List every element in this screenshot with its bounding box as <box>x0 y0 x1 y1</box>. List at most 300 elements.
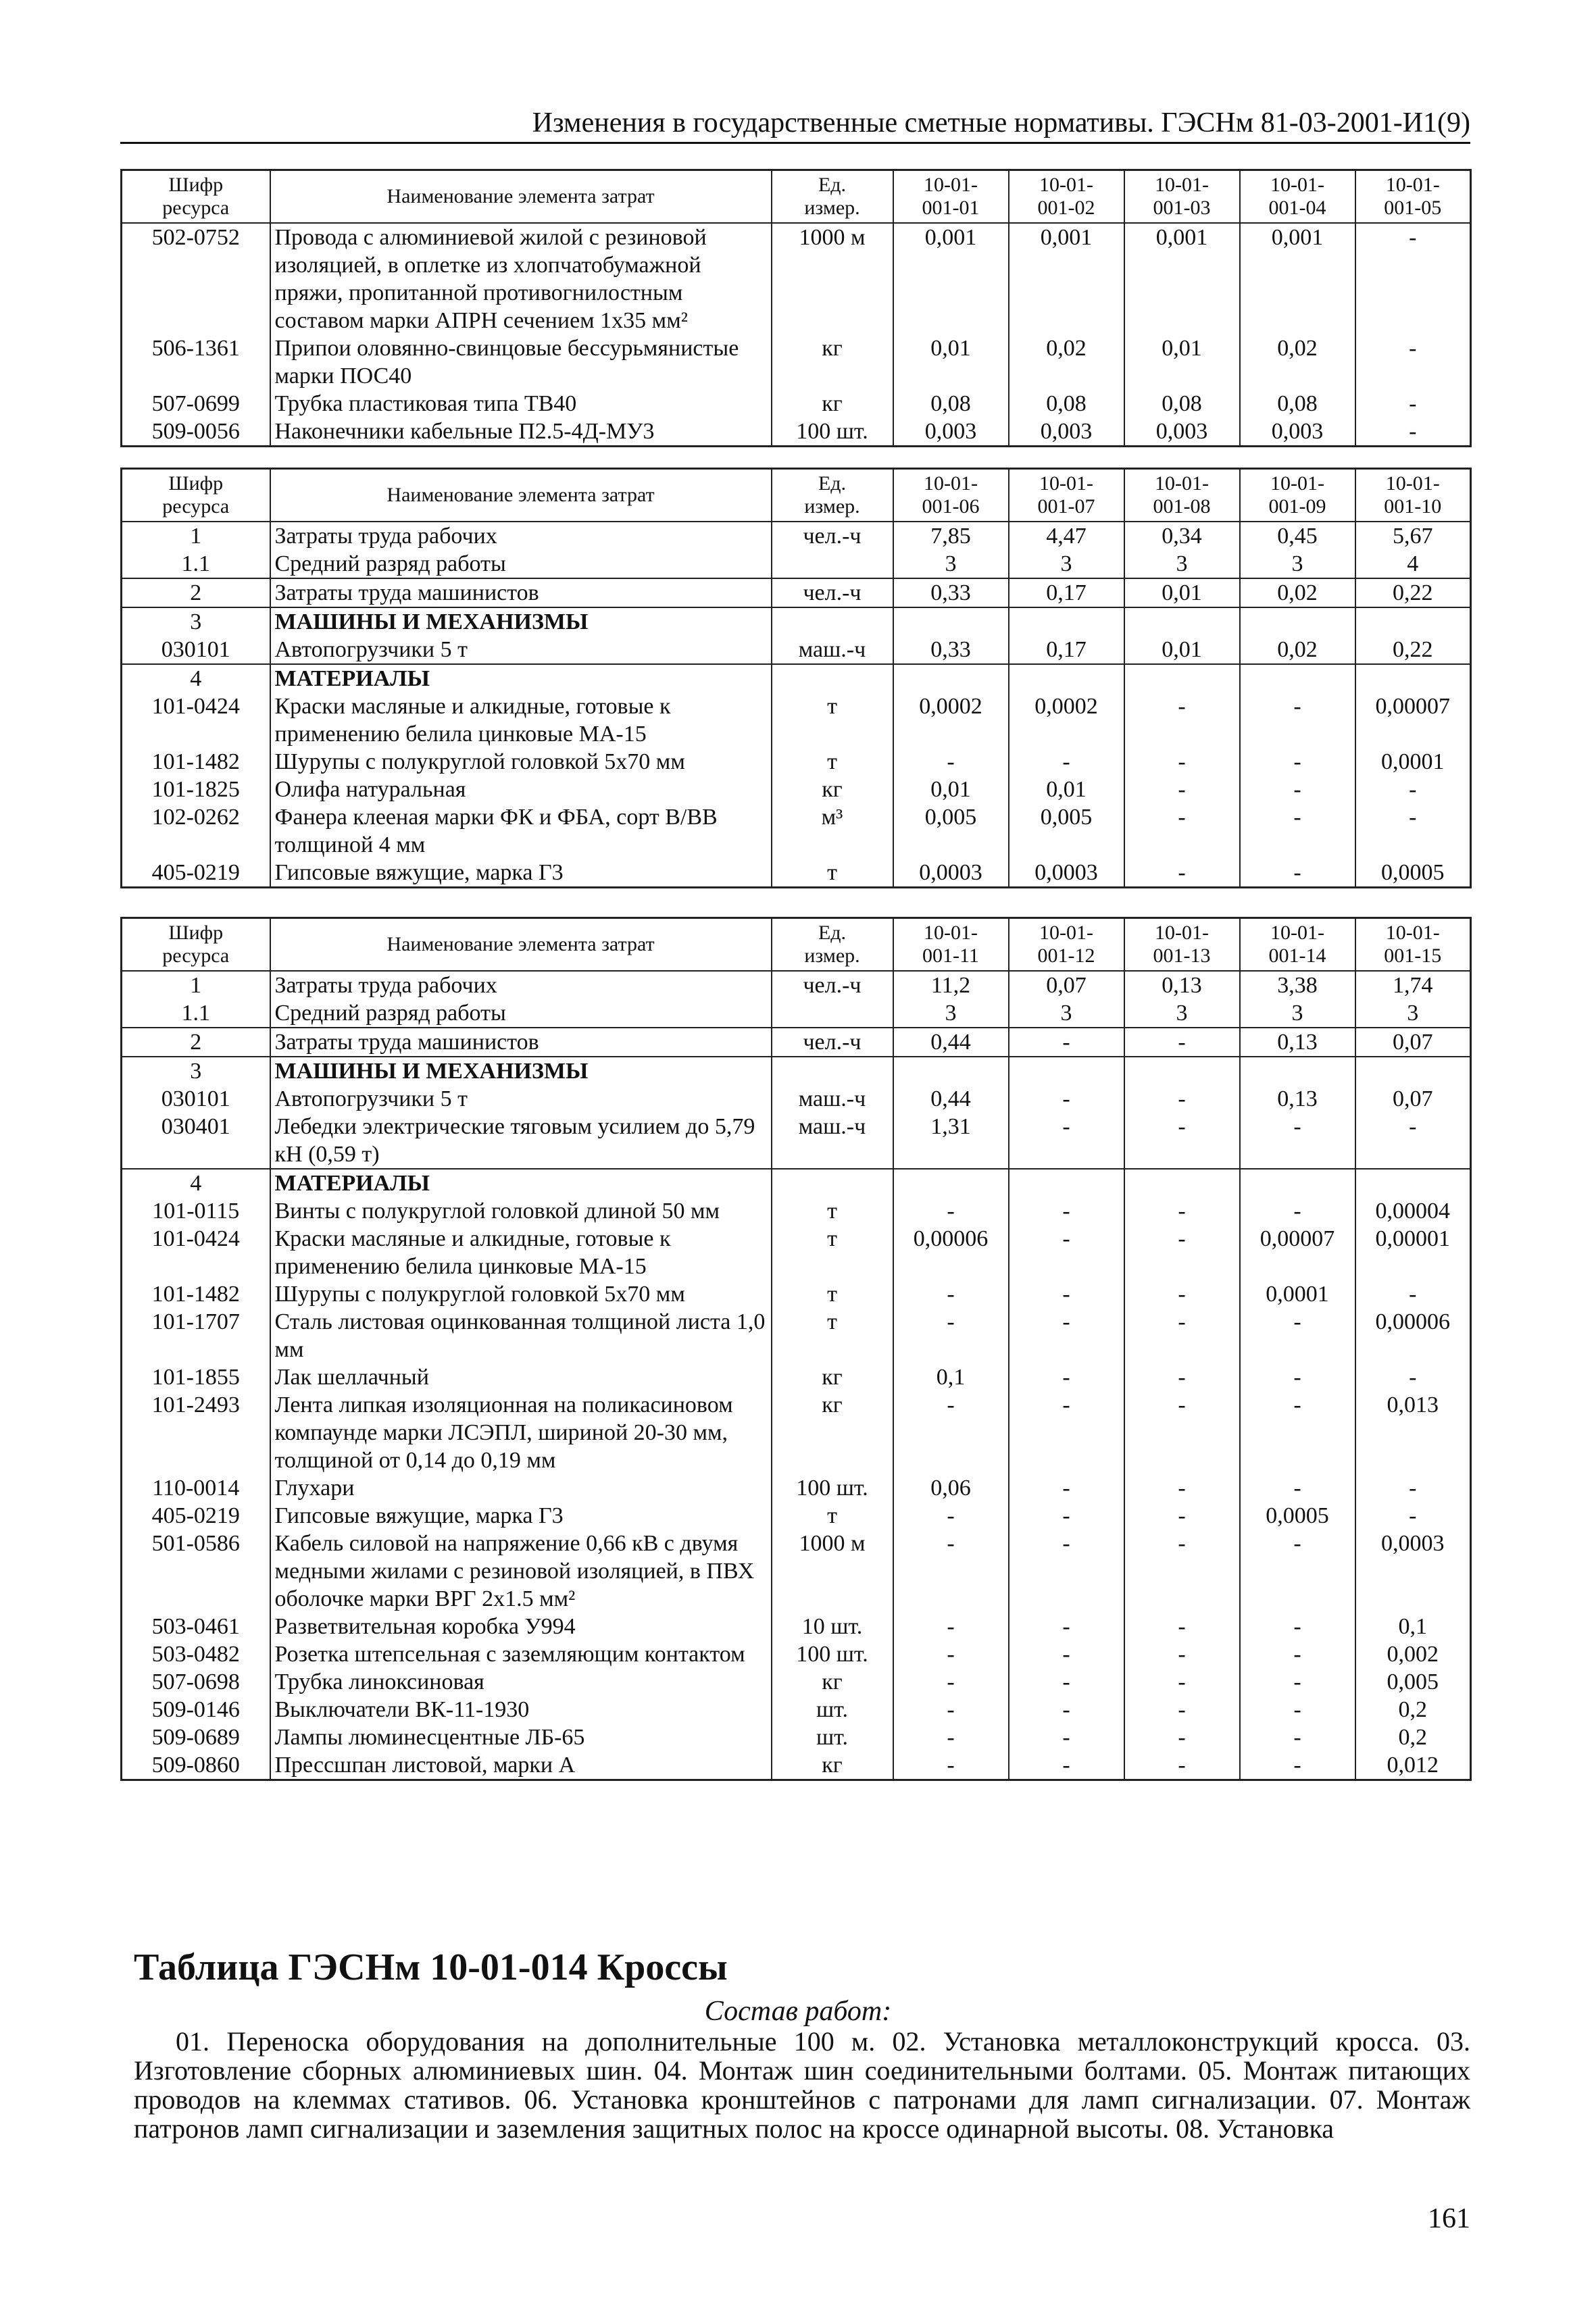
norm-value: - <box>893 1280 1009 1308</box>
header-row <box>122 170 1471 224</box>
norm-value: 0,02 <box>1240 578 1355 607</box>
norm-value: 0,001 <box>1009 223 1124 334</box>
unit-of-measure: 100 шт. <box>772 418 893 447</box>
norm-value: 0,06 <box>893 1474 1009 1502</box>
norm-value: - <box>1009 1640 1124 1668</box>
norm-value <box>893 1057 1009 1085</box>
norm-code-line2: 001-07 <box>1037 495 1095 518</box>
norm-value: - <box>1009 1391 1124 1474</box>
unit-of-measure: кг <box>772 390 893 418</box>
unit-of-measure <box>772 1169 893 1197</box>
norm-value: - <box>1355 776 1471 803</box>
unit-of-measure: маш.-ч <box>772 1085 893 1113</box>
col-header-norm-code <box>1124 170 1240 224</box>
norm-value: - <box>1124 1225 1240 1280</box>
norm-value <box>893 664 1009 693</box>
norm-value: 0,0003 <box>893 859 1009 888</box>
norm-value: - <box>1124 1724 1240 1751</box>
resource-code: 030401 <box>122 1113 270 1169</box>
col-header-code <box>122 469 270 522</box>
unit-of-measure <box>772 999 893 1028</box>
cost-element-name: Автопогрузчики 5 т <box>270 1085 772 1113</box>
cost-element-name: Затраты труда машинистов <box>270 1028 772 1057</box>
resource-code: 101-1825 <box>122 776 270 803</box>
norm-value: - <box>893 1668 1009 1696</box>
norm-code-line2: 001-13 <box>1153 945 1211 967</box>
norm-value <box>1355 1057 1471 1085</box>
norm-code-line1: 10-01- <box>924 472 978 495</box>
norm-value: 0,34 <box>1124 522 1240 550</box>
resource-code: 110-0014 <box>122 1474 270 1502</box>
cost-element-name: Затраты труда рабочих <box>270 522 772 550</box>
resource-code: 503-0461 <box>122 1613 270 1640</box>
cost-element-name: Наконечники кабельные П2.5-4Д-МУ3 <box>270 418 772 447</box>
col-header-name: Наименование элемента затрат <box>270 170 772 224</box>
norm-value: 0,01 <box>1124 636 1240 664</box>
resource-table-2 <box>120 468 1472 888</box>
norm-code-line1: 10-01- <box>1270 922 1324 944</box>
norm-value: - <box>1009 1197 1124 1225</box>
norm-value: - <box>1009 1696 1124 1724</box>
resource-code: 102-0262 <box>122 803 270 859</box>
unit-of-measure: кг <box>772 1668 893 1696</box>
cost-element-name: Лента липкая изоляционная на поликасиновом компаунде марки ЛСЭПЛ, шириной 20-30 мм, толщиной от 0,14 до 0,19 мм <box>270 1391 772 1474</box>
norm-value: 4,47 <box>1009 522 1124 550</box>
norm-value: - <box>1240 1474 1355 1502</box>
norm-code-line1: 10-01- <box>1270 174 1324 196</box>
norm-value: 0,001 <box>1240 223 1355 334</box>
resource-code: 030101 <box>122 636 270 664</box>
norm-value: 0,005 <box>893 803 1009 859</box>
norm-value: - <box>893 1502 1009 1530</box>
norm-value: - <box>893 1640 1009 1668</box>
cost-element-name: Средний разряд работы <box>270 999 772 1028</box>
cost-element-name: Гипсовые вяжущие, марка Г3 <box>270 859 772 888</box>
norm-value: 3,38 <box>1240 971 1355 999</box>
col-header-code <box>122 918 270 972</box>
cost-element-name: Разветвительная коробка У994 <box>270 1613 772 1640</box>
cost-element-name: Гипсовые вяжущие, марка Г3 <box>270 1502 772 1530</box>
cost-element-name: Шурупы с полукруглой головкой 5х70 мм <box>270 748 772 776</box>
resource-code: 507-0699 <box>122 390 270 418</box>
resource-code: 509-0689 <box>122 1724 270 1751</box>
resource-table-3 <box>120 917 1472 1781</box>
norm-value: - <box>1240 1696 1355 1724</box>
norm-value: - <box>1240 1113 1355 1169</box>
col-header-code-line1: Шифр <box>168 922 224 944</box>
norm-value <box>1240 1057 1355 1085</box>
norm-value: - <box>893 748 1009 776</box>
norm-value: - <box>1124 1474 1240 1502</box>
unit-of-measure: т <box>772 1502 893 1530</box>
norm-value: - <box>1009 1308 1124 1363</box>
cost-element-name: МАШИНЫ И МЕХАНИЗМЫ <box>270 607 772 636</box>
cost-element-name: Глухари <box>270 1474 772 1502</box>
col-header-norm-code <box>1009 469 1124 522</box>
section-row <box>122 1057 1471 1085</box>
norm-value: 0,005 <box>1009 803 1124 859</box>
col-header-unit-line2: измер. <box>804 945 860 967</box>
norm-value: 0,00007 <box>1355 693 1471 748</box>
resource-code: 405-0219 <box>122 1502 270 1530</box>
norm-value: - <box>1355 390 1471 418</box>
norm-value: 3 <box>1124 550 1240 578</box>
norm-value: 0,01 <box>1124 334 1240 390</box>
norm-code-line1: 10-01- <box>1385 922 1440 944</box>
cost-element-name: Прессшпан листовой, марки А <box>270 1751 772 1780</box>
norm-value: - <box>1124 1028 1240 1057</box>
cost-element-name: Розетка штепсельная с заземляющим контактом <box>270 1640 772 1668</box>
unit-of-measure: т <box>772 1280 893 1308</box>
table-row <box>122 971 1471 999</box>
unit-of-measure: т <box>772 748 893 776</box>
norm-value: 0,003 <box>1009 418 1124 447</box>
norm-value: - <box>1124 1308 1240 1363</box>
norm-value: - <box>1240 1308 1355 1363</box>
norm-value: 3 <box>1355 999 1471 1028</box>
norm-code-line2: 001-09 <box>1268 495 1326 518</box>
unit-of-measure: кг <box>772 1751 893 1780</box>
norm-value <box>893 1169 1009 1197</box>
norm-value: 0,08 <box>893 390 1009 418</box>
norm-code-line2: 001-02 <box>1037 197 1095 219</box>
norm-value: 0,00007 <box>1240 1225 1355 1280</box>
norm-value: - <box>1240 859 1355 888</box>
norm-code-line1: 10-01- <box>924 922 978 944</box>
norm-value: 0,22 <box>1355 578 1471 607</box>
unit-of-measure: чел.-ч <box>772 578 893 607</box>
norm-value: 0,08 <box>1009 390 1124 418</box>
table-row <box>122 1085 1471 1113</box>
norm-code-line2: 001-12 <box>1037 945 1095 967</box>
norm-value <box>1355 664 1471 693</box>
running-header: Изменения в государственные сметные нормативы. ГЭСНм 81-03-2001-И1(9) <box>120 107 1470 144</box>
resource-code: 2 <box>122 578 270 607</box>
col-header-unit-line1: Ед. <box>818 922 847 944</box>
resource-code: 405-0219 <box>122 859 270 888</box>
table-row <box>122 522 1471 550</box>
norm-value: - <box>1240 748 1355 776</box>
col-header-norm-code <box>1009 918 1124 972</box>
col-header-code-line2: ресурса <box>162 945 230 967</box>
col-header-code-line2: ресурса <box>162 197 230 219</box>
norm-value: - <box>893 1308 1009 1363</box>
norm-value: 0,07 <box>1009 971 1124 999</box>
unit-of-measure: шт. <box>772 1696 893 1724</box>
norm-value: 0,02 <box>1240 334 1355 390</box>
table-row <box>122 1696 1471 1724</box>
table-row <box>122 1028 1471 1057</box>
table-row <box>122 1724 1471 1751</box>
norm-value: 0,44 <box>893 1085 1009 1113</box>
resource-code: 4 <box>122 1169 270 1197</box>
table-row <box>122 803 1471 859</box>
norm-value: 0,01 <box>893 334 1009 390</box>
norm-value: - <box>1124 803 1240 859</box>
table-row <box>122 636 1471 664</box>
col-header-norm-code <box>893 170 1009 224</box>
col-header-norm-code <box>1240 469 1355 522</box>
table-row <box>122 1391 1471 1474</box>
norm-value: - <box>1124 1363 1240 1391</box>
norm-value: 3 <box>1240 999 1355 1028</box>
norm-value: - <box>1009 1502 1124 1530</box>
norm-value: 0,02 <box>1240 636 1355 664</box>
table-row <box>122 578 1471 607</box>
norm-value: - <box>1240 693 1355 748</box>
norm-value: 0,002 <box>1355 1640 1471 1668</box>
norm-value: - <box>1124 1085 1240 1113</box>
table-row <box>122 550 1471 578</box>
cost-element-name: Краски масляные и алкидные, готовые к применению белила цинковые МА-15 <box>270 693 772 748</box>
norm-code-line1: 10-01- <box>1270 472 1324 495</box>
norm-value: - <box>1355 1474 1471 1502</box>
norm-code-line2: 001-08 <box>1153 495 1211 518</box>
norm-value: - <box>1355 418 1471 447</box>
norm-value: 3 <box>893 550 1009 578</box>
unit-of-measure: 10 шт. <box>772 1613 893 1640</box>
col-header-unit-line1: Ед. <box>818 174 847 196</box>
norm-value: 0,013 <box>1355 1391 1471 1474</box>
norm-value: 0,0005 <box>1240 1502 1355 1530</box>
norm-value: - <box>1124 1696 1240 1724</box>
norm-value: - <box>1355 223 1471 334</box>
unit-of-measure: маш.-ч <box>772 636 893 664</box>
norm-value: - <box>1355 803 1471 859</box>
norm-value: 0,0003 <box>1009 859 1124 888</box>
cost-element-name: Провода с алюминиевой жилой с резиновой изоляцией, в оплетке из хлопчатобумажной пряжи, пропитанной противогнилостным составом марки АПРН сечением 1х35 мм² <box>270 223 772 334</box>
norm-value: 0,0002 <box>893 693 1009 748</box>
norm-value: 0,01 <box>893 776 1009 803</box>
col-header-name: Наименование элемента затрат <box>270 469 772 522</box>
col-header-unit-line2: измер. <box>804 197 860 219</box>
col-header-code-line1: Шифр <box>168 174 224 196</box>
norm-value: 0,00006 <box>1355 1308 1471 1363</box>
norm-value: 0,1 <box>893 1363 1009 1391</box>
norm-value: - <box>893 1613 1009 1640</box>
cost-element-name: Лак шеллачный <box>270 1363 772 1391</box>
unit-of-measure: т <box>772 1308 893 1363</box>
resource-code: 3 <box>122 607 270 636</box>
page-number: 161 <box>1428 2203 1470 2234</box>
norm-value: 0,01 <box>1124 578 1240 607</box>
norm-value <box>1355 607 1471 636</box>
cost-element-name: Лебедки электрические тяговым усилием до 5,79 кН (0,59 т) <box>270 1113 772 1169</box>
norm-value <box>1009 607 1124 636</box>
col-header-code <box>122 170 270 224</box>
resource-code: 4 <box>122 664 270 693</box>
norm-value: - <box>1124 748 1240 776</box>
cost-element-name: Затраты труда машинистов <box>270 578 772 607</box>
norm-value <box>1009 664 1124 693</box>
norm-code-line1: 10-01- <box>1385 472 1440 495</box>
col-header-norm-code <box>893 918 1009 972</box>
table-row <box>122 1751 1471 1780</box>
norm-value: 0,00006 <box>893 1225 1009 1280</box>
norm-value: 0,0002 <box>1009 693 1124 748</box>
resource-code: 3 <box>122 1057 270 1085</box>
norm-value: - <box>1240 1363 1355 1391</box>
norm-value: 0,33 <box>893 636 1009 664</box>
table-row <box>122 1113 1471 1169</box>
col-header-norm-code <box>1124 918 1240 972</box>
norm-value: - <box>1124 1113 1240 1169</box>
norm-value: 0,0005 <box>1355 859 1471 888</box>
norm-value: - <box>1355 1113 1471 1169</box>
norm-value: 0,13 <box>1240 1085 1355 1113</box>
norm-value: 0,003 <box>1124 418 1240 447</box>
norm-value: 0,0001 <box>1240 1280 1355 1308</box>
table-row <box>122 1308 1471 1363</box>
norm-value: 0,13 <box>1240 1028 1355 1057</box>
norm-value: 3 <box>1009 550 1124 578</box>
resource-code: 030101 <box>122 1085 270 1113</box>
unit-of-measure: шт. <box>772 1724 893 1751</box>
norm-value <box>1124 1057 1240 1085</box>
norm-value: 0,001 <box>1124 223 1240 334</box>
resource-code: 101-1855 <box>122 1363 270 1391</box>
norm-code-line2: 001-03 <box>1153 197 1211 219</box>
norm-value: 5,67 <box>1355 522 1471 550</box>
unit-of-measure: кг <box>772 1391 893 1474</box>
resource-code: 502-0752 <box>122 223 270 334</box>
unit-of-measure: чел.-ч <box>772 522 893 550</box>
col-header-unit <box>772 469 893 522</box>
norm-value: - <box>1009 1280 1124 1308</box>
table-row <box>122 1530 1471 1613</box>
col-header-norm-code <box>1240 918 1355 972</box>
norm-value: 0,2 <box>1355 1724 1471 1751</box>
norm-value: 1,31 <box>893 1113 1009 1169</box>
norm-value: - <box>1240 1391 1355 1474</box>
norm-value: 0,33 <box>893 578 1009 607</box>
table-row <box>122 776 1471 803</box>
resource-code: 501-0586 <box>122 1530 270 1613</box>
norm-value: - <box>1124 693 1240 748</box>
resource-code: 509-0056 <box>122 418 270 447</box>
cost-element-name: Краски масляные и алкидные, готовые к применению белила цинковые МА-15 <box>270 1225 772 1280</box>
cost-element-name: Фанера клееная марки ФК и ФБА, сорт В/ВВ толщиной 4 мм <box>270 803 772 859</box>
resource-code: 101-0424 <box>122 1225 270 1280</box>
norm-value: - <box>1124 1197 1240 1225</box>
norm-code-line2: 001-04 <box>1268 197 1326 219</box>
norm-value: - <box>1009 1028 1124 1057</box>
norm-value: - <box>893 1197 1009 1225</box>
col-header-unit-line1: Ед. <box>818 472 847 495</box>
norm-value: - <box>1240 1751 1355 1780</box>
norm-value: 0,00004 <box>1355 1197 1471 1225</box>
col-header-norm-code <box>1240 170 1355 224</box>
norm-value: 0,45 <box>1240 522 1355 550</box>
cost-element-name: Трубка пластиковая типа ТВ40 <box>270 390 772 418</box>
norm-value <box>1355 1169 1471 1197</box>
table-row <box>122 1197 1471 1225</box>
norm-value: - <box>893 1696 1009 1724</box>
norm-value: - <box>1124 859 1240 888</box>
resource-code: 101-0424 <box>122 693 270 748</box>
col-header-norm-code <box>893 469 1009 522</box>
unit-of-measure: 1000 м <box>772 223 893 334</box>
norm-value <box>1240 607 1355 636</box>
unit-of-measure: 1000 м <box>772 1530 893 1613</box>
resource-code: 506-1361 <box>122 334 270 390</box>
norm-value: 0,00001 <box>1355 1225 1471 1280</box>
cost-element-name: Автопогрузчики 5 т <box>270 636 772 664</box>
cost-element-name: Лампы люминесцентные ЛБ-65 <box>270 1724 772 1751</box>
resource-code: 1 <box>122 522 270 550</box>
norm-value: 0,07 <box>1355 1085 1471 1113</box>
col-header-norm-code <box>1124 469 1240 522</box>
cost-element-name: Трубка линоксиновая <box>270 1668 772 1696</box>
norm-value: 0,003 <box>893 418 1009 447</box>
cost-element-name: Сталь листовая оцинкованная толщиной листа 1,0 мм <box>270 1308 772 1363</box>
norm-value: - <box>1009 1085 1124 1113</box>
norm-value: - <box>1009 1363 1124 1391</box>
unit-of-measure: кг <box>772 334 893 390</box>
norm-value <box>1240 1169 1355 1197</box>
norm-code-line2: 001-11 <box>922 945 979 967</box>
norm-value: - <box>1009 748 1124 776</box>
norm-code-line1: 10-01- <box>1155 922 1209 944</box>
unit-of-measure: кг <box>772 776 893 803</box>
norm-value: - <box>893 1751 1009 1780</box>
unit-of-measure: т <box>772 693 893 748</box>
table-row <box>122 999 1471 1028</box>
norm-value: - <box>1355 1363 1471 1391</box>
col-header-unit <box>772 170 893 224</box>
norm-value: - <box>893 1530 1009 1613</box>
norm-value: 0,01 <box>1009 776 1124 803</box>
norm-value: 0,001 <box>893 223 1009 334</box>
norm-value: - <box>1009 1530 1124 1613</box>
norm-value: 3 <box>1124 999 1240 1028</box>
unit-of-measure <box>772 1057 893 1085</box>
norm-value: 0,02 <box>1009 334 1124 390</box>
norm-value <box>1124 664 1240 693</box>
norm-value: - <box>1240 776 1355 803</box>
col-header-name: Наименование элемента затрат <box>270 918 772 972</box>
norm-value: 0,44 <box>893 1028 1009 1057</box>
norm-value: 0,012 <box>1355 1751 1471 1780</box>
cost-element-name: МАТЕРИАЛЫ <box>270 1169 772 1197</box>
resource-code: 101-2493 <box>122 1391 270 1474</box>
norm-value <box>1240 664 1355 693</box>
norm-value: 0,08 <box>1124 390 1240 418</box>
norm-value: - <box>893 1724 1009 1751</box>
norm-code-line1: 10-01- <box>1039 174 1093 196</box>
norm-value: 0,0003 <box>1355 1530 1471 1613</box>
table-row <box>122 859 1471 888</box>
col-header-norm-code <box>1009 170 1124 224</box>
norm-value: - <box>1124 1530 1240 1613</box>
norm-code-line2: 001-10 <box>1384 495 1442 518</box>
norm-value: 0,003 <box>1240 418 1355 447</box>
cost-element-name: Припои оловянно-свинцовые бессурьмянистые марки ПОС40 <box>270 334 772 390</box>
norm-value: 4 <box>1355 550 1471 578</box>
cost-element-name: Шурупы с полукруглой головкой 5х70 мм <box>270 1280 772 1308</box>
resource-code: 503-0482 <box>122 1640 270 1668</box>
unit-of-measure: м³ <box>772 803 893 859</box>
table-row <box>122 1613 1471 1640</box>
col-header-norm-code <box>1355 918 1471 972</box>
resource-code: 1 <box>122 971 270 999</box>
unit-of-measure: кг <box>772 1363 893 1391</box>
norm-value: 0,2 <box>1355 1696 1471 1724</box>
norm-code-line2: 001-15 <box>1384 945 1442 967</box>
norm-code-line2: 001-06 <box>922 495 980 518</box>
norm-code-line1: 10-01- <box>1155 472 1209 495</box>
resource-code: 509-0146 <box>122 1696 270 1724</box>
